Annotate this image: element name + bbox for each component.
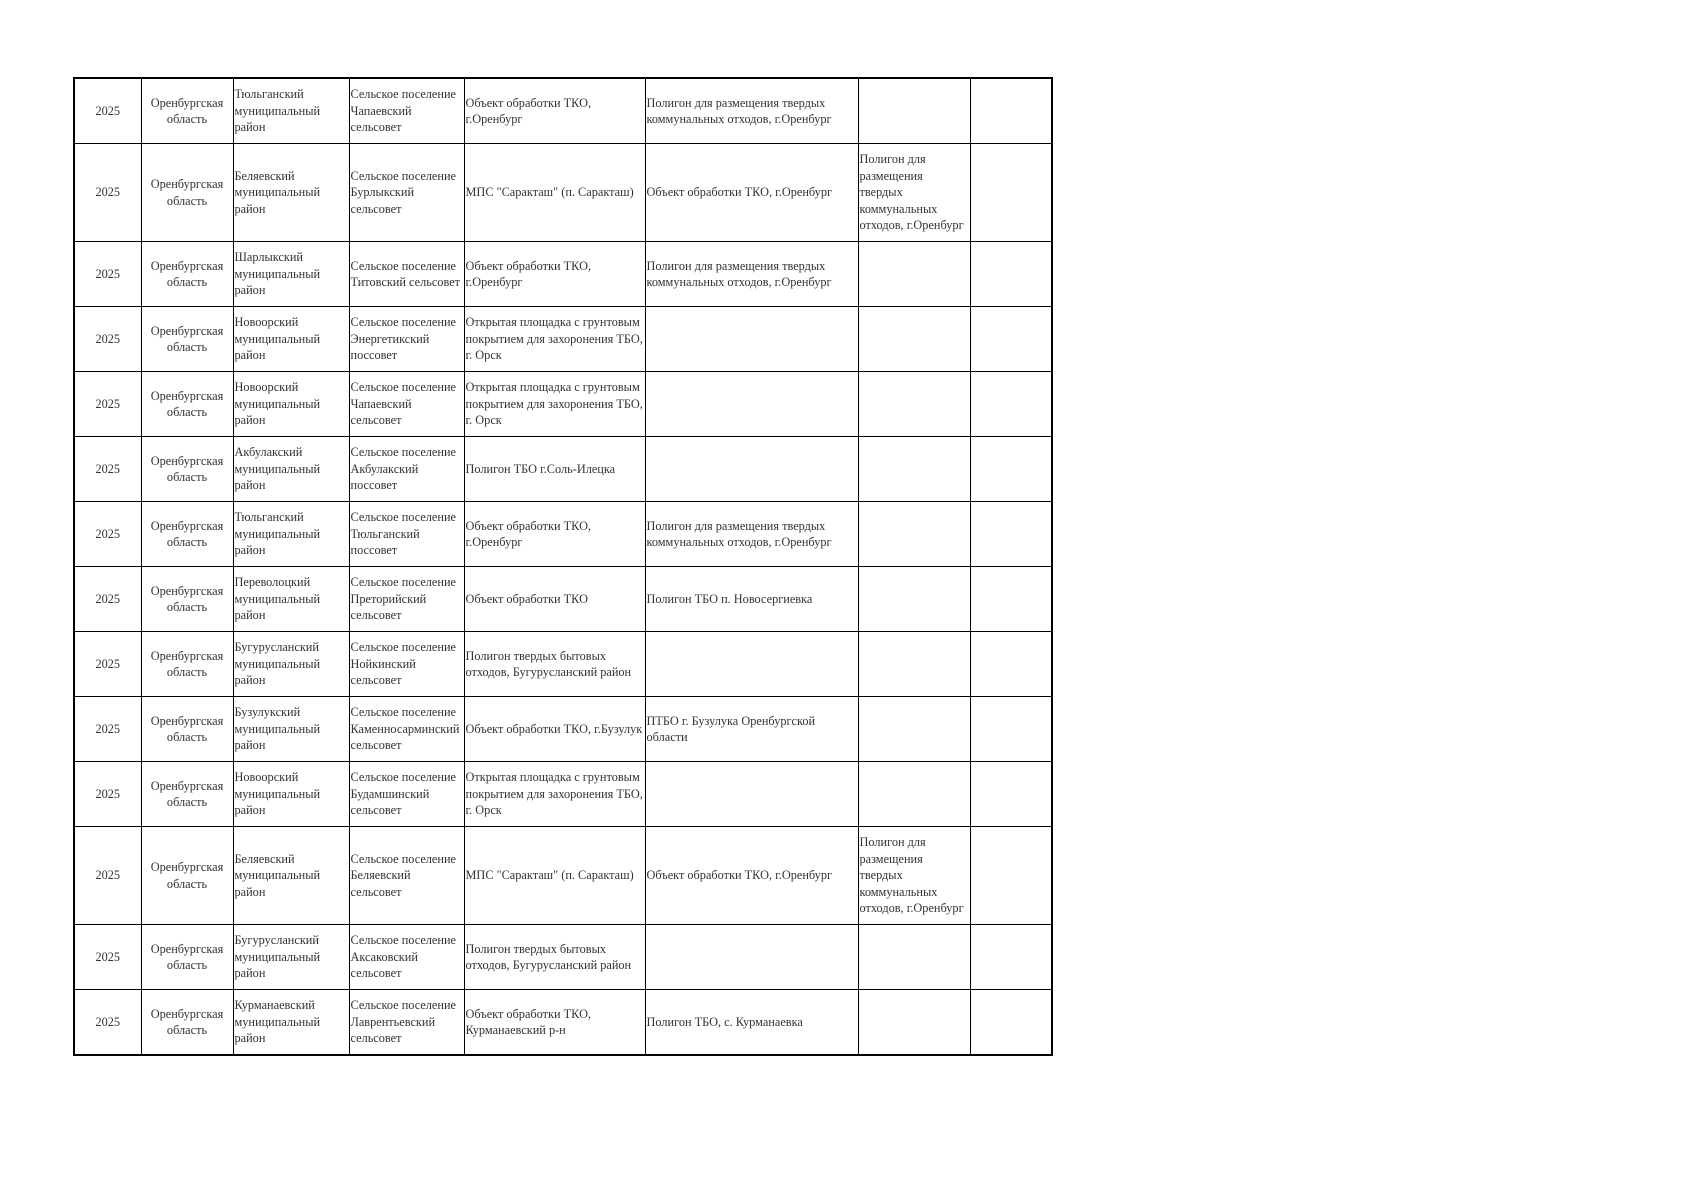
year-cell: 2025 [74,307,141,372]
second-object-cell: Объект обработки ТКО, г.Оренбург [645,827,858,925]
table-row [74,827,1052,925]
third-object-cell [858,762,970,827]
year-cell: 2025 [74,925,141,990]
year-cell: 2025 [74,437,141,502]
second-object-cell: ПТБО г. Бузулука Оренбургской области [645,697,858,762]
second-object-cell [645,925,858,990]
district-cell: Новоорский муниципальный район [233,307,349,372]
empty-cell [970,567,1052,632]
region-cell: Оренбургская область [141,925,233,990]
processing-object-cell: Полигон ТБО г.Соль-Илецка [464,437,645,502]
processing-object-cell: Объект обработки ТКО, г.Оренбург [464,242,645,307]
table-row [74,144,1052,242]
third-object-cell [858,567,970,632]
processing-object-cell: Полигон твердых бытовых отходов, Бугурусланский район [464,925,645,990]
region-cell: Оренбургская область [141,697,233,762]
year-cell: 2025 [74,78,141,144]
second-object-cell: Полигон для размещения твердых коммунальных отходов, г.Оренбург [645,242,858,307]
second-object-cell: Полигон ТБО, с. Курманаевка [645,990,858,1056]
region-cell: Оренбургская область [141,437,233,502]
third-object-cell [858,925,970,990]
district-cell: Курманаевский муниципальный район [233,990,349,1056]
region-cell: Оренбургская область [141,827,233,925]
district-cell: Беляевский муниципальный район [233,144,349,242]
year-cell: 2025 [74,242,141,307]
processing-object-cell: МПС "Саракташ" (п. Саракташ) [464,827,645,925]
processing-object-cell: Объект обработки ТКО, г.Бузулук [464,697,645,762]
second-object-cell [645,437,858,502]
region-cell: Оренбургская область [141,567,233,632]
second-object-cell [645,632,858,697]
settlement-cell: Сельское поселение Беляевский сельсовет [349,827,464,925]
empty-cell [970,925,1052,990]
year-cell: 2025 [74,632,141,697]
second-object-cell [645,307,858,372]
district-cell: Тюльганский муниципальный район [233,78,349,144]
table-row [74,632,1052,697]
table-row [74,697,1052,762]
district-cell: Акбулакский муниципальный район [233,437,349,502]
processing-object-cell: Объект обработки ТКО, г.Оренбург [464,502,645,567]
settlement-cell: Сельское поселение Преторийский сельсовет [349,567,464,632]
district-cell: Бузулукский муниципальный район [233,697,349,762]
region-cell: Оренбургская область [141,990,233,1056]
region-cell: Оренбургская область [141,502,233,567]
empty-cell [970,78,1052,144]
table-row [74,990,1052,1056]
region-cell: Оренбургская область [141,144,233,242]
third-object-cell: Полигон для размещения твердых коммунальных отходов, г.Оренбург [858,827,970,925]
processing-object-cell: Объект обработки ТКО, Курманаевский р-н [464,990,645,1056]
third-object-cell [858,242,970,307]
second-object-cell [645,762,858,827]
processing-object-cell: Объект обработки ТКО, г.Оренбург [464,78,645,144]
third-object-cell [858,632,970,697]
settlement-cell: Сельское поселение Чапаевский сельсовет [349,372,464,437]
second-object-cell [645,372,858,437]
year-cell: 2025 [74,697,141,762]
year-cell: 2025 [74,144,141,242]
table-row [74,307,1052,372]
table-row [74,78,1052,144]
table-row [74,925,1052,990]
settlement-cell: Сельское поселение Аксаковский сельсовет [349,925,464,990]
third-object-cell [858,990,970,1056]
district-cell: Тюльганский муниципальный район [233,502,349,567]
second-object-cell: Объект обработки ТКО, г.Оренбург [645,144,858,242]
processing-object-cell: Открытая площадка с грунтовым покрытием для захоронения ТБО, г. Орск [464,762,645,827]
settlement-cell: Сельское поселение Нойкинский сельсовет [349,632,464,697]
region-cell: Оренбургская область [141,632,233,697]
processing-object-cell: Объект обработки ТКО [464,567,645,632]
processing-object-cell: Открытая площадка с грунтовым покрытием для захоронения ТБО, г. Орск [464,307,645,372]
table-row [74,372,1052,437]
empty-cell [970,242,1052,307]
region-cell: Оренбургская область [141,78,233,144]
third-object-cell [858,502,970,567]
district-cell: Новоорский муниципальный район [233,762,349,827]
year-cell: 2025 [74,567,141,632]
empty-cell [970,144,1052,242]
second-object-cell: Полигон для размещения твердых коммунальных отходов, г.Оренбург [645,78,858,144]
year-cell: 2025 [74,372,141,437]
district-cell: Бугурусланский муниципальный район [233,925,349,990]
region-cell: Оренбургская область [141,762,233,827]
processing-object-cell: Полигон твердых бытовых отходов, Бугурусланский район [464,632,645,697]
settlement-cell: Сельское поселение Акбулакский поссовет [349,437,464,502]
empty-cell [970,502,1052,567]
settlement-cell: Сельское поселение Будамшинский сельсовет [349,762,464,827]
region-cell: Оренбургская область [141,242,233,307]
third-object-cell [858,307,970,372]
table-row [74,567,1052,632]
empty-cell [970,697,1052,762]
district-cell: Новоорский муниципальный район [233,372,349,437]
settlement-cell: Сельское поселение Лаврентьевский сельсовет [349,990,464,1056]
district-cell: Переволоцкий муниципальный район [233,567,349,632]
settlement-cell: Сельское поселение Чапаевский сельсовет [349,78,464,144]
second-object-cell: Полигон для размещения твердых коммунальных отходов, г.Оренбург [645,502,858,567]
settlement-cell: Сельское поселение Тюльганский поссовет [349,502,464,567]
empty-cell [970,632,1052,697]
settlement-cell: Сельское поселение Титовский сельсовет [349,242,464,307]
third-object-cell [858,78,970,144]
processing-object-cell: Открытая площадка с грунтовым покрытием для захоронения ТБО, г. Орск [464,372,645,437]
year-cell: 2025 [74,990,141,1056]
year-cell: 2025 [74,502,141,567]
table-row [74,502,1052,567]
table-row [74,762,1052,827]
district-cell: Бугурусланский муниципальный район [233,632,349,697]
processing-object-cell: МПС "Саракташ" (п. Саракташ) [464,144,645,242]
table-row [74,242,1052,307]
third-object-cell [858,372,970,437]
settlement-cell: Сельское поселение Бурлыкский сельсовет [349,144,464,242]
empty-cell [970,437,1052,502]
empty-cell [970,372,1052,437]
empty-cell [970,990,1052,1056]
third-object-cell [858,697,970,762]
region-cell: Оренбургская область [141,307,233,372]
table-row [74,437,1052,502]
second-object-cell: Полигон ТБО п. Новосергиевка [645,567,858,632]
year-cell: 2025 [74,827,141,925]
settlement-cell: Сельское поселение Энергетикский поссовет [349,307,464,372]
empty-cell [970,307,1052,372]
waste-routing-table [73,77,1053,1056]
district-cell: Шарлыкский муниципальный район [233,242,349,307]
district-cell: Беляевский муниципальный район [233,827,349,925]
table-body [74,78,1052,1055]
year-cell: 2025 [74,762,141,827]
third-object-cell: Полигон для размещения твердых коммунальных отходов, г.Оренбург [858,144,970,242]
third-object-cell [858,437,970,502]
empty-cell [970,762,1052,827]
empty-cell [970,827,1052,925]
region-cell: Оренбургская область [141,372,233,437]
settlement-cell: Сельское поселение Каменносарминский сельсовет [349,697,464,762]
